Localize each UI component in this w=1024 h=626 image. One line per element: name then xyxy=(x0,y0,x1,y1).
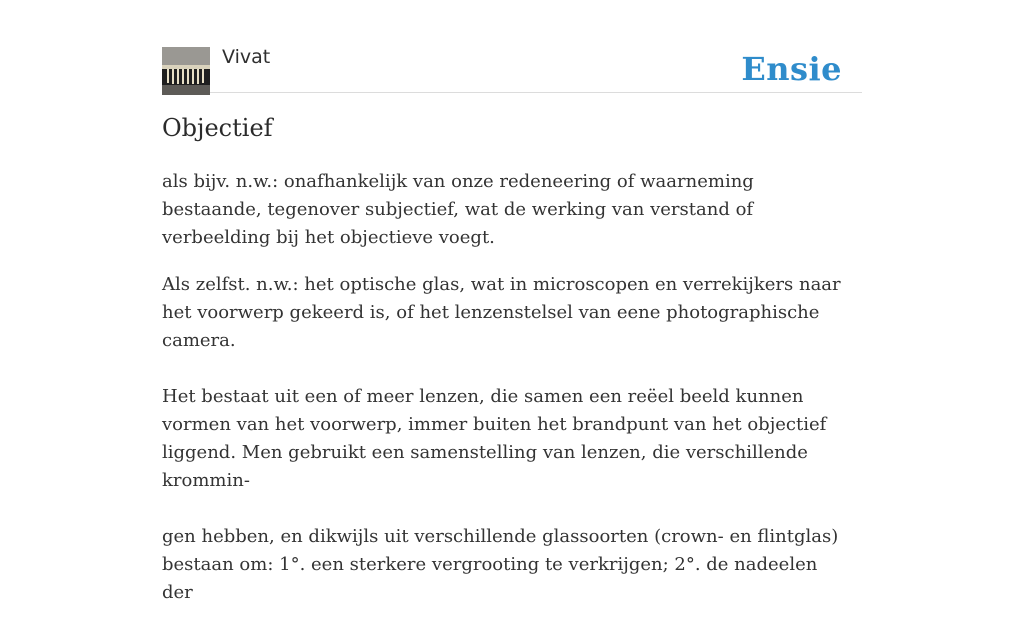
article-page xyxy=(162,0,862,603)
page-title: Objectief xyxy=(162,114,273,142)
avatar[interactable] xyxy=(162,47,210,95)
header xyxy=(162,0,862,93)
author-name[interactable]: Vivat xyxy=(222,46,271,68)
avatar-image xyxy=(162,47,210,95)
article-body xyxy=(162,168,852,626)
paragraph: Als zelfst. n.w.: het optische glas, wat in microscopen en verrekijkers naar het voorwerp gekeerd is, of het lenzenstelsel van eene photographische camera. Het bestaat uit een of meer lenzen, die samen een reëel beeld kunnen vormen van het voorwerp, immer buiten het brandpunt van het objectief liggend. Men gebruikt een samenstelling van lenzen, die verschillende krommin- gen hebben, en dikwijls uit verschillende glassoorten (crown- en flintglas) bestaan om: 1°. een sterkere vergrooting te verkrijgen; 2°. de nadeelen der xyxy=(162,274,841,603)
brand-logo[interactable]: Ensie xyxy=(741,50,842,88)
paragraph: als bijv. n.w.: onafhankelijk van onze redeneering of waarneming bestaande, tegenover subjectief, wat de werking van verstand of verbeelding bij het objectieve voegt. xyxy=(162,171,754,248)
